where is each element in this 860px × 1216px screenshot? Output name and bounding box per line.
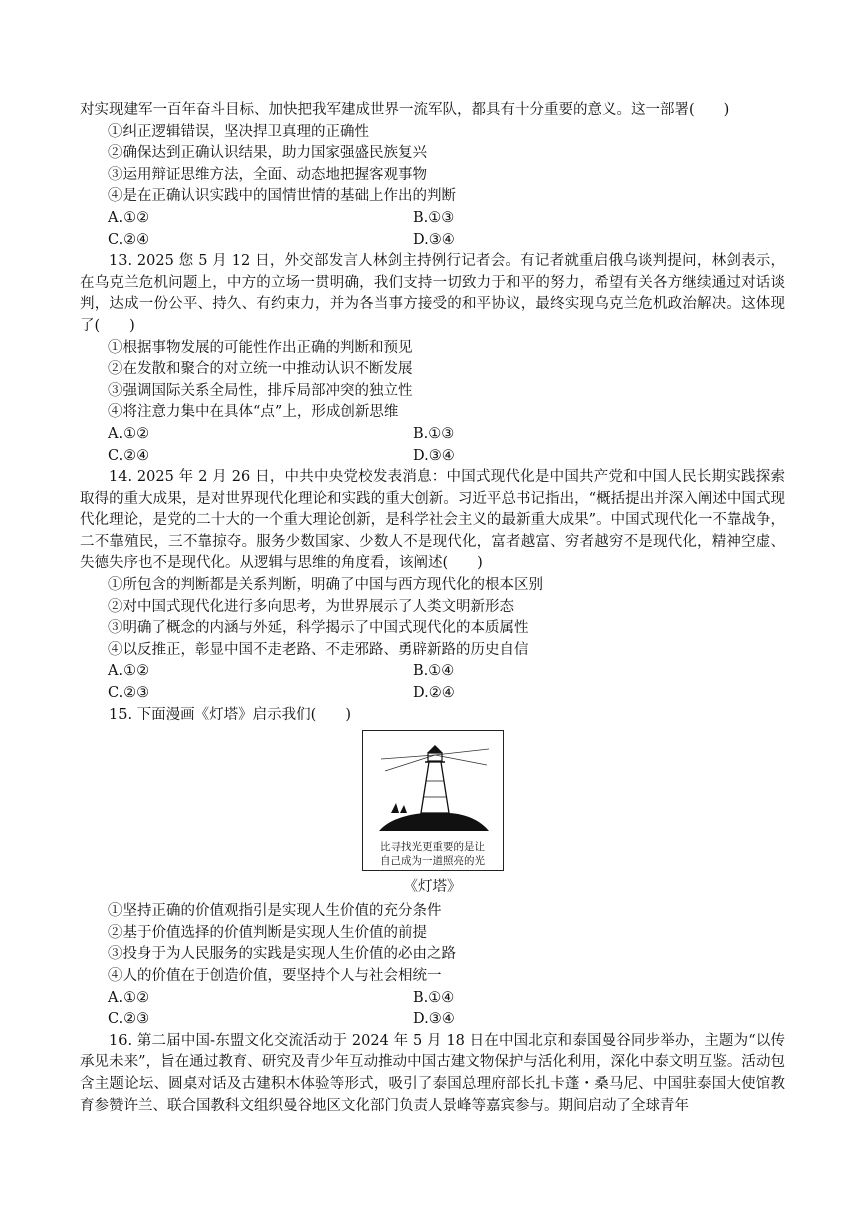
q12-choices-row-1 <box>80 208 785 230</box>
q13-choices-row-1 <box>80 424 785 446</box>
q12-choice-c[interactable]: C.②④ <box>108 231 150 248</box>
q12-stem: 对实现建军一百年奋斗目标、加快把我军建成世界一流军队，都具有十分重要的意义。这一部署( ) <box>80 102 730 118</box>
q14-choices-row-2 <box>80 683 785 705</box>
q13-option-4: ④将注意力集中在具体“点”上，形成创新思维 <box>108 404 399 421</box>
q15-stem: 15. 下面漫画《灯塔》启示我们( ) <box>109 706 351 723</box>
q13-choice-c[interactable]: C.②④ <box>108 447 150 464</box>
lighthouse-tower <box>421 762 449 813</box>
q12-choice-b[interactable]: B.①③ <box>413 209 455 226</box>
lighthouse-cartoon <box>362 730 504 871</box>
q15-choices-row-2 <box>80 1009 785 1031</box>
q15-choices-row-1 <box>80 988 785 1010</box>
q15-choice-d[interactable]: D.③④ <box>413 1011 455 1028</box>
q13-option-2: ②在发散和聚合的对立统一中推动认识不断发展 <box>108 361 413 378</box>
q14-choices-row-1 <box>80 661 785 683</box>
q14-choice-a[interactable]: A.①② <box>108 663 150 680</box>
cartoon-title: 《灯塔》 <box>403 879 462 896</box>
q13-choice-a[interactable]: A.①② <box>108 425 150 442</box>
q12-choices-row-2 <box>80 230 785 252</box>
q13-choices-row-2 <box>80 446 785 468</box>
q15-choice-b[interactable]: B.①④ <box>413 989 455 1006</box>
sailboat-icon <box>400 805 407 813</box>
lighthouse-roof <box>427 745 443 753</box>
exam-page <box>80 100 785 1117</box>
sailboat-icon <box>391 803 399 813</box>
q14-option-1: ①所包含的判断都是关系判断，明确了中国与西方现代化的根本区别 <box>108 577 543 594</box>
q14-choice-c[interactable]: C.②③ <box>108 685 150 702</box>
q15-option-3: ③投身于为人民服务的实践是实现人生价值的必由之路 <box>108 946 456 963</box>
q13-stem: 13. 2025 您 5 月 12 日，外交部发言人林剑主持例行记者会。有记者就重启俄乌谈判提问，林剑表示，在乌克兰危机问题上，中方的立场一贯明确，我们支持一切致力于和平的努力，希望有关各方继续通过对话谈判，达成一份公平、持久、有约束力，并为各当事方接受的和平协议，最终实现乌克兰危机政治解决。这体现了( ) <box>80 253 785 334</box>
q12-option-4: ④是在正确认识实践中的国情世情的基础上作出的判断 <box>108 188 456 205</box>
light-beam-right-2 <box>435 755 487 765</box>
q14-option-4: ④以反推正，彰显中国不走老路、不走邪路、勇辟新路的历史自信 <box>108 641 529 658</box>
q14-option-2: ②对中国式现代化进行多向思考，为世界展示了人类文明新形态 <box>108 598 514 615</box>
q13-choice-d[interactable]: D.③④ <box>413 447 455 464</box>
q15-cartoon-figure <box>80 730 785 899</box>
q12-option-3: ③运用辩证思维方法，全面、动态地把握客观事物 <box>108 166 427 183</box>
q12-choice-a[interactable]: A.①② <box>108 209 150 226</box>
q12-option-2: ②确保达到正确认识结果，助力国家强盛民族复兴 <box>108 145 427 162</box>
q13-choice-b[interactable]: B.①③ <box>413 425 455 442</box>
q12-option-1: ①纠正逻辑错误，坚决捍卫真理的正确性 <box>108 123 369 140</box>
cartoon-caption-line-2: 自己成为一道照亮的光 <box>380 855 485 868</box>
light-beam-left <box>381 755 435 759</box>
q15-option-1: ①坚持正确的价值观指引是实现人生价值的充分条件 <box>108 903 442 920</box>
cartoon-caption-line-1: 比寻找光更重要的是让 <box>380 841 485 854</box>
q15-option-2: ②基于价值选择的价值判断是实现人生价值的前提 <box>108 924 427 941</box>
rock-base <box>379 813 489 831</box>
q16-stem: 16. 第二届中国-东盟文化交流活动于 2024 年 5 月 18 日在中国北京和泰国曼谷同步举办，主题为“以传承见未来”，旨在通过教育、研究及青少年互动推动中国古建文物保护与活化利用，深化中泰文明互鉴。活动包含主题论坛、圆桌对话及古建积木体验等形式，吸引了泰国总理府部长扎卡蓬・桑马尼、中国驻泰国大使馆教育参赞许兰、联合国教科文组织曼谷地区文化部门负责人景峰等嘉宾参与。期间启动了全球青年 <box>80 1032 785 1114</box>
q13-option-1: ①根据事物发展的可能性作出正确的判断和预见 <box>108 339 413 356</box>
q15-choice-a[interactable]: A.①② <box>108 989 150 1006</box>
q14-stem: 14. 2025 年 2 月 26 日，中共中央党校发表消息：中国式现代化是中国共产党和中国人民长期实践探索取得的重大成果，是对世界现代化理论和实践的重大创新。习近平总书记指出，“概括提出并深入阐述中国式现代化理论，是党的二十大的一个重大理论创新，是科学社会主义的最新重大成果”。中国式现代化一不靠战争，二不靠殖民，三不靠掠夺。服务少数国家、少数人不是现代化，富者越富、穷者越穷不是现代化，精神空虚、失德失序也不是现代化。从逻辑与思维的角度看，该阐述( ) <box>80 469 785 572</box>
q15-option-4: ④人的价值在于创造价值，要坚持个人与社会相统一 <box>108 968 442 984</box>
q13-option-3: ③强调国际关系全局性，排斥局部冲突的独立性 <box>108 382 413 399</box>
light-beam-right <box>435 749 489 755</box>
q14-choice-d[interactable]: D.②④ <box>413 685 455 702</box>
cartoon-caption <box>363 840 503 868</box>
q14-option-3: ③明确了概念的内涵与外延，科学揭示了中国式现代化的本质属性 <box>108 620 529 637</box>
q14-choice-b[interactable]: B.①④ <box>413 663 455 680</box>
q12-choice-d[interactable]: D.③④ <box>413 231 455 248</box>
q15-choice-c[interactable]: C.②③ <box>108 1011 150 1028</box>
